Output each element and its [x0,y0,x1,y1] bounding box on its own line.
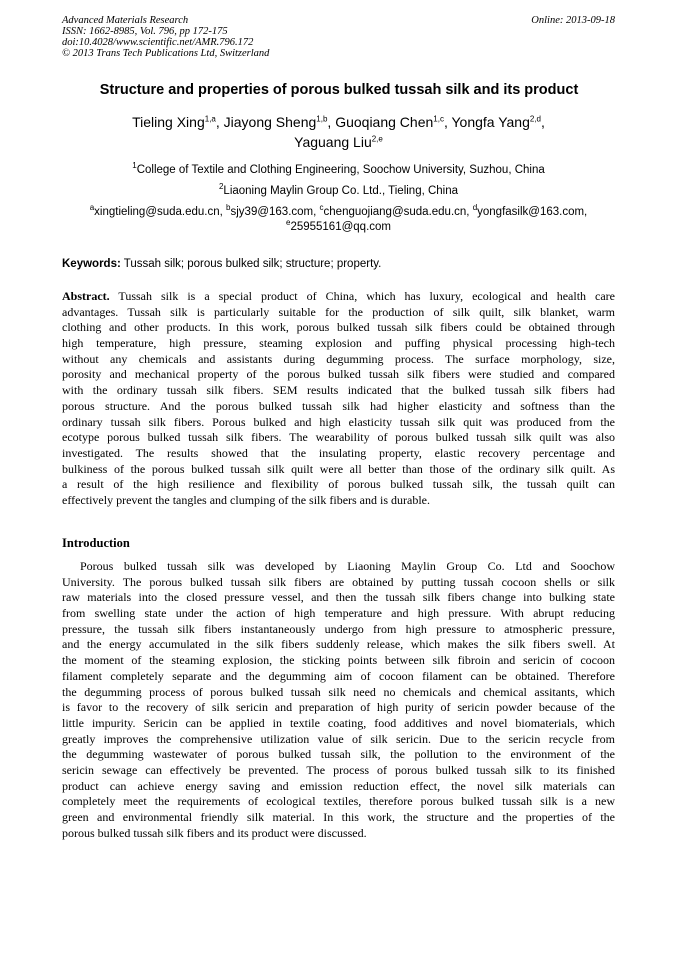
intro-line: and the energy accumulated in the silk fibers suddenly release, which makes the silk fibers swell. At [62,637,615,652]
keywords-label: Keywords: [62,258,121,270]
abstract-line: without any chemicals and assistants during degumming process. The surface morphology, size, [62,351,615,366]
intro-line: little impurity. Sericin can be applied in textile coating, food additives and novel biomaterials, which [62,715,615,730]
intro-line: from swelling state under the action of high temperature and high pressure. With abrupt reducing [62,606,615,621]
keywords-text: Tussah silk; porous bulked silk; structure; property. [120,258,382,270]
intro-line: completely meet the requirements of ecological textiles, therefore porous bulked tussah silk is a new [62,794,615,809]
author-list [62,112,615,152]
online-date: Online: 2013-09-18 [531,15,615,26]
abstract-line: Abstract. Tussah silk is a special product of China, which has luxury, ecological and health care [62,289,615,303]
abstract-line: investigated. The results showed that the insulating property, elastic recovery percentage and [62,445,615,460]
paper-title: Structure and properties of porous bulked tussah silk and its product [99,82,579,98]
intro-line: the degumming wastewater of porous bulked tussah silk, the pollution to the environment of the [62,747,615,762]
keywords [62,258,615,270]
abstract-line: ecotype porous bulked tussah silk fibers. The wearability of porous bulked tussah silk quilt was also [62,430,615,445]
journal-header [62,15,615,59]
abstract-line: with the ordinary tussah silk fibers. SEM results indicated that the bulked tussah silk fibers had [62,383,615,398]
intro-line: University. The porous bulked tussah silk fibers are obtained by putting tussah cocoon shells or silk [62,574,615,589]
abstract-line: bulkiness of the porous bulked tussah silk quilt were all better than those of the ordinary silk quilt. As [62,461,615,476]
email-list: $^a$xingtieling@suda.edu.cn, $^b$sjy39@163.com, $^c$chenguojiang@suda.edu.cn, $^d$yongfasilk@163.com, $^e$25955161@qq.com [89,203,588,233]
email: chenguojiang@suda.edu.cn, [323,206,473,218]
email: yongfasilk@163.com, [477,206,588,218]
copyright-line: © 2013 Trans Tech Publications Ltd, Switzerland [62,48,270,59]
intro-line: green and environmental friendly silk material. In this work, the structure and the properties of the [62,810,615,824]
doi-line: doi:10.4028/www.scientific.net/AMR.796.172 [62,37,254,48]
intro-line: the degumming process of porous bulked tussah silk need no chemicals and chemical assitants, which [62,684,615,699]
affiliation: $^2$Liaoning Maylin Group Co. Ltd., Tieling, China [218,182,459,197]
author: Yaguang Liu$^{2,e}$ [294,134,383,150]
email: xingtieling@suda.edu.cn, [94,206,227,218]
intro-line: filament completely separate and the degumming aim of cocoon filament can be obtained. Therefore [62,668,615,683]
section-heading-introduction: Introduction [62,536,130,550]
abstract-line: effectively prevent the tangles and clumping of the silk fibers and is durable. [62,492,430,507]
affiliation: $^1$College of Textile and Clothing Engineering, Soochow University, Suzhou, China [132,161,545,176]
abstract-line: ordinary tussah silk fibers. Porous bulked and high elasticity tussah silk quit was produced from the [62,414,615,429]
abstract-line: a result of the high resilience and flexibility of porous bulked tussah silk, the tussah quilt can [62,477,615,492]
abstract-label: Abstract. [62,289,110,303]
intro-line: the moment of the steaming explosion, the sticking points between silk fibroin and sericin of cocoon [62,653,615,668]
author: Guoqiang Chen$^{1,c}$, [335,114,452,130]
intro-line: greatly improves the comprehensive utilization value of silk sericin. Due to the sericin recycle from [62,731,615,746]
abstract-line: high temperature, high pressure, steaming explosion and puffing physical processing high-tech [62,336,615,351]
author: Jiayong Sheng$^{1,b}$, [223,114,336,130]
issn-line: ISSN: 1662-8985, Vol. 796, pp 172-175 [62,26,228,37]
intro-line: pressure, the tussah silk fibers instantaneously undergo from high pressure to atmospheric pressure, [62,621,615,636]
intro-line: raw materials into the closed pressure vessel, and then the tussah silk fibers change into bulking state [62,590,615,605]
abstract-line: porous structure. And the porous bulked tussah silk had higher elasticity and softness than the [62,398,615,413]
intro-line: porous bulked tussah silk fibers and its product were discussed. [62,825,367,840]
intro-line: Porous bulked tussah silk was developed by Liaoning Maylin Group Co. Ltd and Soochow [80,559,615,573]
email: 25955161@qq.com [290,221,391,233]
author: Yongfa Yang$^{2,d}$, [451,114,545,130]
abstract-line: porosity and mechanical property of the porous bulked tussah silk fibers were studied and compared [62,367,615,382]
abstract [62,289,615,509]
abstract-line: advantages. Tussah silk is particularly suitable for the production of silk quilt, silk blanket, warm [62,304,615,319]
intro-line: sericin sewage can effectively be prevented. The process of porous bulked tussah silk to its finished [62,762,615,777]
intro-line: product can achieve energy saving and emission reduction effect, the novel silk materials can [62,778,615,793]
journal-name: Advanced Materials Research [62,15,189,26]
email: sjy39@163.com, [230,206,320,218]
abstract-line: clothing and other products. In this work, porous bulked tussah silk fibers could be obtained through [62,320,615,335]
intro-line: is favor to the recovery of silk sericin and preparation of high purity of sericin powder because of the [62,700,615,715]
introduction-body [62,559,615,841]
author: Tieling Xing$^{1,a}$, [132,114,224,130]
